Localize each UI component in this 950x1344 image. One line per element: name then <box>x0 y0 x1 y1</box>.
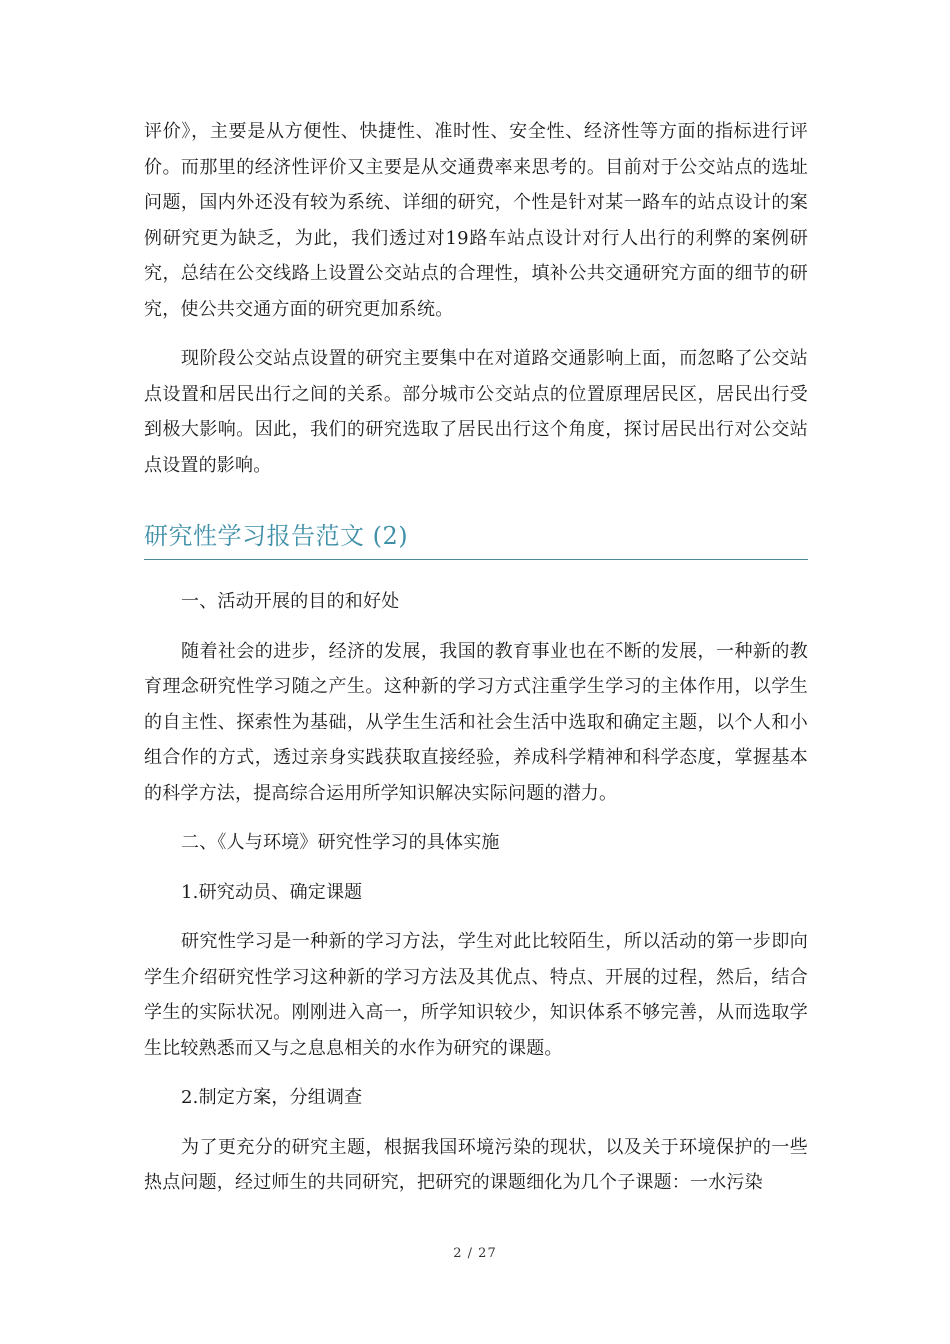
subheading-step-2: 2.制定方案，分组调查 <box>181 1087 363 1108</box>
subheading-step-1: 1.研究动员、确定课题 <box>181 881 363 903</box>
paragraph-step-1: 研究性学习是一种新的学习方法，学生对此比较陌生，所以活动的第一步即向学生介绍研究性学习这种新的学习方法及其优点、特点、开展的过程，然后，结合学生的实际状况。刚刚进入高一，所学知识较少，知识体系不够完善，从而选取学生比较熟悉而又与之息息相关的水作为研究的课题。 <box>144 931 808 1059</box>
page-content <box>144 114 808 1201</box>
subheading-implementation: 二、《人与环境》研究性学习的具体实施 <box>181 832 500 853</box>
section-heading: 研究性学习报告范文 (2) <box>144 519 808 560</box>
paragraph-current-research: 现阶段公交站点设置的研究主要集中在对道路交通影响上面，而忽略了公交站点设置和居民出行之间的关系。部分城市公交站点的位置原理居民区，居民出行受到极大影响。因此，我们的研究选取了居民出行这个角度，探讨居民出行对公交站点设置的影响。 <box>144 348 808 476</box>
paragraph-step-2: 为了更充分的研究主题，根据我国环境污染的现状，以及关于环境保护的一些热点问题，经过师生的共同研究，把研究的课题细化为几个子课题：一水污染 <box>144 1136 808 1193</box>
paragraph-evaluation-continued: 评价》，主要是从方便性、快捷性、准时性、安全性、经济性等方面的指标进行评价。而那里的经济性评价又主要是从交通费率来思考的。目前对于公交站点的选址问题，国内外还没有较为系统、详细的研究，个性是针对某一路车的站点设计的案例研究更为缺乏，为此，我们透过对19路车站点设计对行人出行的利弊的案例研究，总结在公交线路上设置公交站点的合理性，填补公共交通研究方面的细节的研究，使公共交通方面的研究更加系统。 <box>144 121 808 320</box>
subheading-purpose: 一、活动开展的目的和好处 <box>181 591 400 612</box>
page-number: 2 / 27 <box>453 1246 497 1261</box>
paragraph-background: 随着社会的进步，经济的发展，我国的教育事业也在不断的发展，一种新的教育理念研究性学习随之产生。这种新的学习方式注重学生学习的主体作用，以学生的自主性、探索性为基础，从学生生活和社会生活中选取和确定主题，以个人和小组合作的方式，透过亲身实践获取直接经验，养成科学精神和科学态度，掌握基本的科学方法，提高综合运用所学知识解决实际问题的潜力。 <box>144 640 808 804</box>
